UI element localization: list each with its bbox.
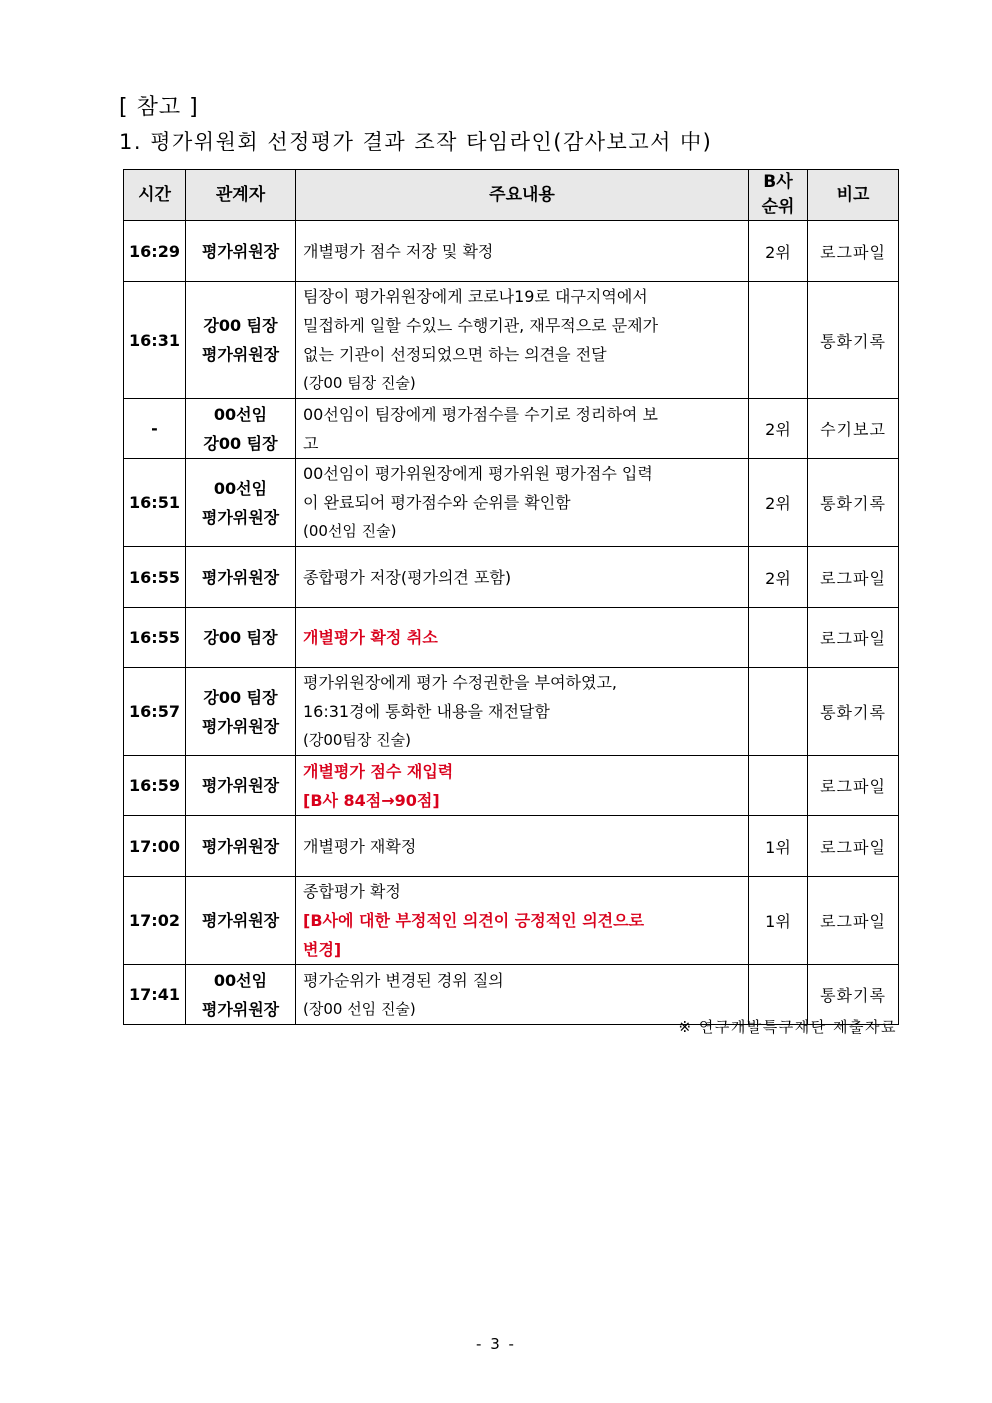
note-cell: 로그파일	[808, 547, 899, 608]
note-cell: 통화기록	[808, 282, 899, 399]
note-cell: 로그파일	[808, 816, 899, 877]
actor-cell	[186, 877, 296, 965]
actor-cell	[186, 608, 296, 668]
header-content: 주요내용	[296, 170, 749, 221]
table-row	[124, 282, 899, 399]
rank-cell: 2위	[749, 221, 808, 282]
timeline-table	[123, 169, 899, 1025]
actor-name: 00선임	[213, 478, 268, 498]
content-line: 평가위원장에게 평가 수정권한을 부여하였고,	[303, 673, 618, 692]
note-cell: 로그파일	[808, 877, 899, 965]
actor-name: 00선임	[213, 970, 268, 990]
section-title: 1. 평가위원회 선정평가 결과 조작 타임라인(감사보고서 中)	[119, 130, 713, 154]
table-row	[124, 399, 899, 459]
time-cell: 17:00	[124, 816, 186, 877]
table-row	[124, 668, 899, 756]
time-cell: 16:29	[124, 221, 186, 282]
table-row	[124, 816, 899, 877]
content-highlight-line: 개별평가 확정 취소	[303, 628, 438, 647]
actor-name: 평가위원장	[201, 776, 280, 795]
note-cell: 통화기록	[808, 668, 899, 756]
content-cell	[296, 816, 749, 877]
rank-cell: 1위	[749, 816, 808, 877]
content-line: 00선임이 평가위원장에게 평가위원 평가점수 입력	[303, 464, 653, 483]
time-cell: 16:51	[124, 459, 186, 547]
actor-name: 강00 팀장	[203, 628, 278, 647]
actor-name: 평가위원장	[201, 999, 280, 1019]
content-cell	[296, 668, 749, 756]
content-cell	[296, 221, 749, 282]
actor-name: 평가위원장	[201, 345, 280, 364]
content-highlight-line: 변경]	[303, 940, 342, 959]
timeline-body	[124, 221, 899, 1025]
actor-cell	[186, 282, 296, 399]
actor-name: 평가위원장	[201, 716, 280, 736]
header-rank	[749, 170, 808, 221]
table-row	[124, 756, 899, 816]
time-cell: 16:57	[124, 668, 186, 756]
content-line: 없는 기관이 선정되었으면 하는 의견을 전달	[303, 345, 607, 364]
table-row	[124, 547, 899, 608]
rank-cell: 2위	[749, 547, 808, 608]
rank-cell	[749, 756, 808, 816]
content-line: 밀접하게 일할 수있느 수행기관, 재무적으로 문제가	[303, 316, 659, 335]
actor-name: 강00 팀장	[203, 316, 278, 335]
rank-cell	[749, 668, 808, 756]
header-note: 비고	[808, 170, 899, 221]
note-cell: 수기보고	[808, 399, 899, 459]
note-cell: 통화기록	[808, 965, 899, 1025]
page-number: - 3 -	[476, 1335, 516, 1353]
content-cell	[296, 608, 749, 668]
note-cell: 로그파일	[808, 608, 899, 668]
time-cell: 16:59	[124, 756, 186, 816]
content-line: 개별평가 점수 저장 및 확정	[303, 241, 494, 261]
rank-cell	[749, 282, 808, 399]
content-line: 평가순위가 변경된 경위 질의	[303, 970, 504, 990]
content-cell	[296, 877, 749, 965]
actor-name: 강00 팀장	[203, 433, 278, 453]
rank-cell: 2위	[749, 459, 808, 547]
actor-cell	[186, 668, 296, 756]
header-actor: 관계자	[186, 170, 296, 221]
content-cell	[296, 282, 749, 399]
content-cell	[296, 459, 749, 547]
content-line: (장00 선임 진술)	[303, 999, 416, 1018]
rank-cell: 1위	[749, 877, 808, 965]
content-cell	[296, 547, 749, 608]
actor-cell	[186, 816, 296, 877]
content-line: 개별평가 재확정	[303, 836, 417, 856]
content-line: 고	[303, 433, 319, 453]
reference-heading: [ 참고 ]	[119, 95, 199, 120]
note-cell: 로그파일	[808, 221, 899, 282]
actor-name: 평가위원장	[201, 507, 280, 527]
actor-name: 평가위원장	[201, 836, 280, 856]
table-row	[124, 459, 899, 547]
content-line: 16:31경에 통화한 내용을 재전달함	[303, 702, 550, 721]
rank-cell: 2위	[749, 399, 808, 459]
rank-cell	[749, 608, 808, 668]
time-cell: -	[124, 399, 186, 459]
actor-cell	[186, 399, 296, 459]
content-highlight-line: [B사에 대한 부정적인 의견이 긍정적인 의견으로	[303, 911, 645, 930]
actor-cell	[186, 459, 296, 547]
content-line: (강00 팀장 진술)	[303, 374, 416, 392]
actor-name: 평가위원장	[201, 241, 280, 261]
source-footnote: ※ 연구개발특구재단 제출자료	[678, 1018, 897, 1036]
time-cell: 16:31	[124, 282, 186, 399]
content-line: 00선임이 팀장에게 평가점수를 수기로 정리하여 보	[303, 404, 658, 424]
actor-cell	[186, 221, 296, 282]
content-highlight-line: 개별평가 점수 재입력	[303, 761, 454, 781]
content-line: (강00팀장 진술)	[303, 731, 412, 749]
note-cell: 로그파일	[808, 756, 899, 816]
actor-cell	[186, 547, 296, 608]
content-cell	[296, 756, 749, 816]
table-header-row	[124, 170, 899, 221]
content-line: 이 완료되어 평가점수와 순위를 확인함	[303, 493, 571, 512]
time-cell: 16:55	[124, 547, 186, 608]
actor-name: 00선임	[213, 404, 268, 424]
note-cell: 통화기록	[808, 459, 899, 547]
actor-cell	[186, 965, 296, 1025]
header-time: 시간	[124, 170, 186, 221]
header-rank-line1: B사	[763, 172, 793, 192]
time-cell: 17:41	[124, 965, 186, 1025]
actor-name: 강00 팀장	[203, 687, 278, 707]
content-highlight-line: [B사 84점→90점]	[303, 790, 440, 810]
actor-cell	[186, 756, 296, 816]
table-row	[124, 608, 899, 668]
header-rank-line2: 순위	[761, 197, 795, 217]
time-cell: 16:55	[124, 608, 186, 668]
actor-name: 평가위원장	[201, 911, 280, 930]
time-cell: 17:02	[124, 877, 186, 965]
content-line: 종합평가 저장(평가의견 포함)	[303, 567, 512, 587]
content-line: (00선임 진술)	[303, 522, 397, 540]
content-line: 종합평가 확정	[303, 882, 401, 901]
content-line: 팀장이 평가위원장에게 코로나19로 대구지역에서	[303, 287, 648, 306]
table-row	[124, 221, 899, 282]
table-row	[124, 877, 899, 965]
content-cell	[296, 399, 749, 459]
actor-name: 평가위원장	[201, 567, 280, 587]
